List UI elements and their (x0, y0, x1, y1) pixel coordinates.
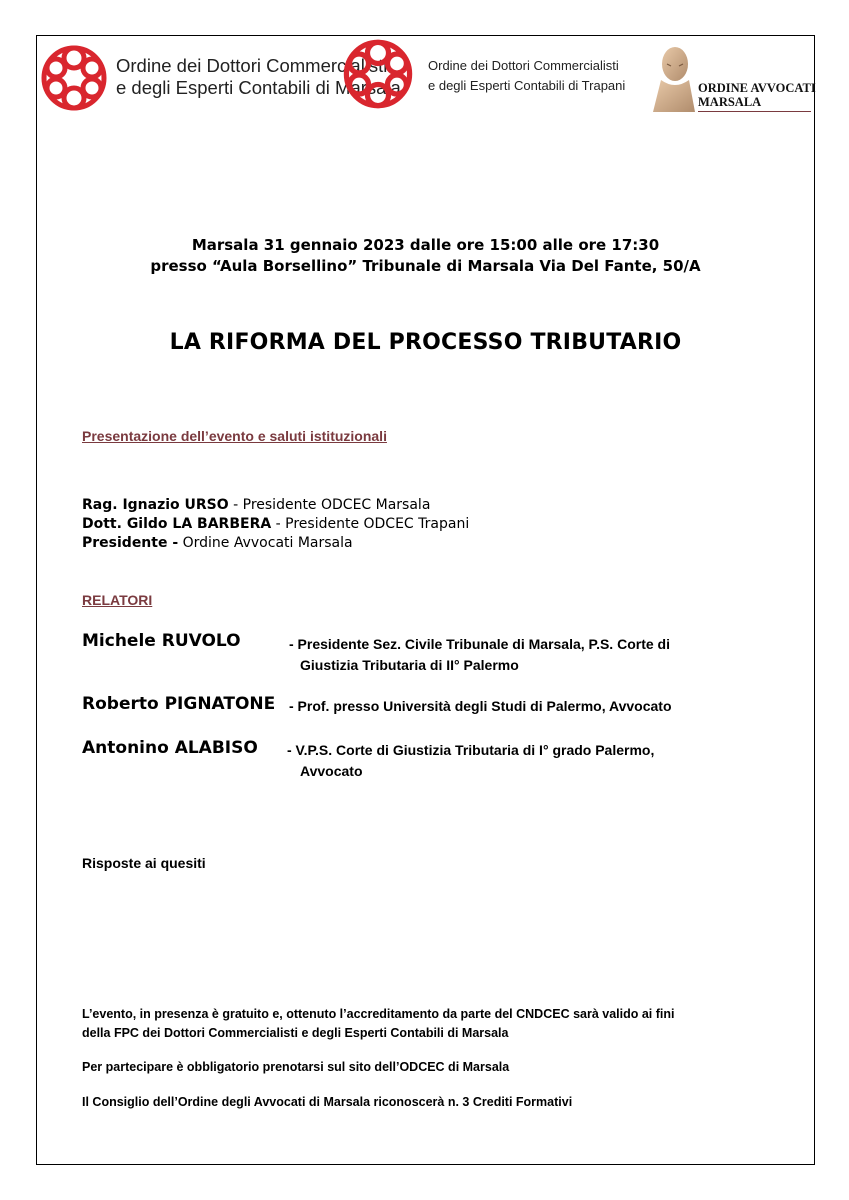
speaker-role: - Presidente Sez. Civile Tribunale di Marsala, P.S. Corte di (289, 636, 670, 652)
event-datetime: Marsala 31 gennaio 2023 dalle ore 15:00 alle ore 17:30 (191, 236, 660, 254)
event-title: LA RIFORMA DEL PROCESSO TRIBUTARIO (169, 330, 682, 355)
speakers-heading: RELATORI (82, 592, 153, 608)
page-frame (36, 35, 815, 1165)
greeting-item: Presidente - Ordine Avvocati Marsala (82, 535, 353, 551)
footer-accreditation: L’evento, in presenza è gratuito e, ottenuto l’accreditamento da parte del CNDCEC sarà valido ai fini (82, 1007, 675, 1021)
speaker-role: - Prof. presso Università degli Studi di Palermo, Avvocato (289, 698, 672, 714)
odcec-trapani-logo-icon (340, 34, 416, 114)
greeting-item: Dott. Gildo LA BARBERA - Presidente ODCEC Trapani (82, 516, 470, 532)
logo3-rule (698, 111, 811, 112)
speaker-role: - V.P.S. Corte di Giustizia Tributaria di I° grado Palermo, (287, 742, 655, 758)
speaker-role-cont: Avvocato (300, 763, 363, 779)
greetings-heading: Presentazione dell’evento e saluti istituzionali (82, 428, 387, 444)
logo3-line1: ORDINE AVVOCATI (698, 81, 816, 95)
bust-statue-icon (651, 42, 697, 114)
footer-credits: Il Consiglio dell’Ordine degli Avvocati di Marsala riconoscerà n. 3 Crediti Formativi (82, 1095, 573, 1109)
greetings-list (82, 496, 469, 553)
speaker-name: Antonino ALABISO (82, 738, 258, 758)
greeting-item: Rag. Ignazio URSO - Presidente ODCEC Marsala (82, 497, 431, 513)
logo1-line1: Ordine dei Dottori Commercialisti (116, 55, 388, 76)
event-location: presso “Aula Borsellino” Tribunale di Marsala Via Del Fante, 50/A (150, 257, 701, 275)
logo2-line2: e degli Esperti Contabili di Trapani (428, 78, 626, 93)
speaker-name: Roberto PIGNATONE (82, 694, 276, 714)
speaker-role-cont: Giustizia Tributaria di II° Palermo (300, 657, 519, 673)
odcec-marsala-logo-icon (38, 40, 110, 116)
speaker-name: Michele RUVOLO (82, 631, 241, 651)
footer-booking: Per partecipare è obbligatorio prenotarsi sul sito dell’ODCEC di Marsala (82, 1060, 510, 1074)
footer-accreditation-cont: della FPC dei Dottori Commercialisti e degli Esperti Contabili di Marsala (82, 1026, 509, 1040)
logo1-line2: e degli Esperti Contabili di Marsala (116, 77, 401, 98)
qa-label: Risposte ai quesiti (82, 855, 206, 871)
logo2-line1: Ordine dei Dottori Commercialisti (428, 58, 619, 73)
logo3-line2: MARSALA (698, 95, 762, 109)
